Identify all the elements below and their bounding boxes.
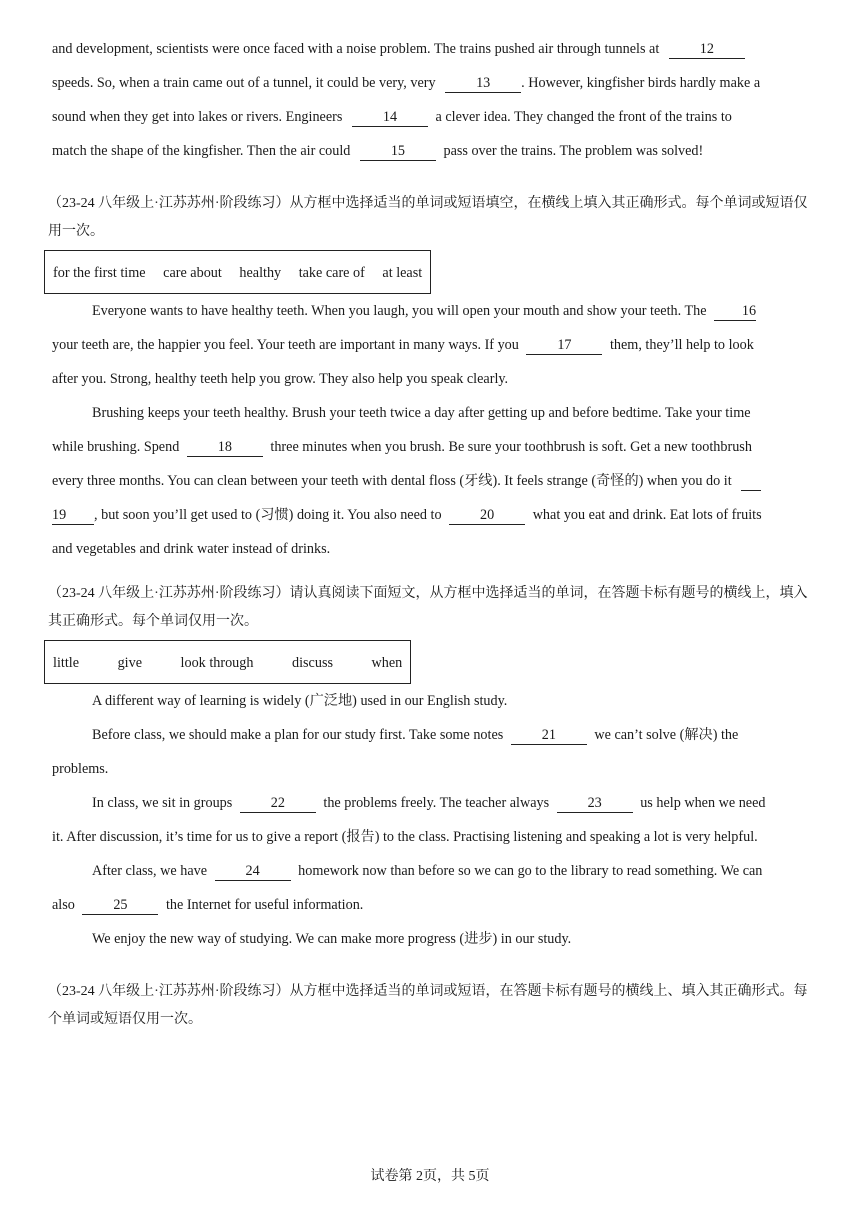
- word-option: for the first time: [53, 265, 146, 281]
- text-line: match the shape of the kingfisher. Then the air could 15 pass over the trains. The problem was solved!: [52, 143, 704, 160]
- word-box: [44, 640, 411, 684]
- text-line: Everyone wants to have healthy teeth. When you laugh, you will open your mouth and show your teeth. The 16: [92, 303, 757, 320]
- answer-blank-18[interactable]: 18: [187, 438, 263, 457]
- text-line: Before class, we should make a plan for our study first. Take some notes 21 we can’t solve (解决) the: [92, 727, 739, 744]
- word-option: little: [53, 655, 80, 671]
- answer-blank-13[interactable]: 13: [445, 74, 521, 93]
- answer-blank-20[interactable]: 20: [449, 506, 525, 525]
- text-line: In class, we sit in groups 22 the problems freely. The teacher always 23 us help when we need: [92, 795, 766, 812]
- text-line: A different way of learning is widely (广泛地) used in our English study.: [92, 693, 508, 709]
- word-box: [44, 250, 431, 294]
- text-line: after you. Strong, healthy teeth help you grow. They also help you speak clearly.: [52, 371, 509, 387]
- word-option: look through: [180, 655, 254, 671]
- text-line: it. After discussion, it’s time for us to give a report (报告) to the class. Practising listening and speaking a lot is very helpful.: [52, 829, 758, 845]
- text-line: We enjoy the new way of studying. We can make more progress (进步) in our study.: [92, 931, 572, 947]
- word-option: at least: [382, 265, 423, 281]
- text-line: and development, scientists were once faced with a noise problem. The trains pushed air through tunnels at 12: [52, 32, 810, 66]
- text-line: 19 , but soon you’ll get used to (习惯) doing it. You also need to 20 what you eat and drink. Eat lots of fruits: [52, 507, 762, 524]
- text-line: sound when they get into lakes or rivers. Engineers 14 a clever idea. They changed the front of the trains to: [52, 109, 732, 126]
- text-line: After class, we have 24 homework now than before so we can go to the library to read something. We can: [92, 863, 763, 880]
- text-line: every three months. You can clean between your teeth with dental floss (牙线). It feels strange (奇怪的) when you do it: [52, 464, 810, 498]
- page-footer: 试卷第 2页，共 5页: [370, 1169, 490, 1184]
- answer-blank-12[interactable]: 12: [669, 40, 745, 59]
- answer-blank-19[interactable]: 19: [52, 506, 94, 525]
- word-option: healthy: [239, 265, 282, 281]
- answer-blank-17[interactable]: 17: [526, 336, 602, 355]
- answer-blank-19-start[interactable]: [741, 472, 761, 491]
- word-option: when: [371, 655, 403, 671]
- answer-blank-21[interactable]: 21: [511, 726, 587, 745]
- text-line: your teeth are, the happier you feel. Your teeth are important in many ways. If you 17 them, they’ll help to look: [52, 337, 754, 354]
- text-line: also 25 the Internet for useful information.: [52, 897, 364, 914]
- word-option: take care of: [298, 265, 365, 281]
- answer-blank-22[interactable]: 22: [240, 794, 316, 813]
- section-heading: （23-24 八年级上·江苏苏州·阶段练习）请认真阅读下面短文，从方框中选择适当的单词，在答题卡标有题号的横线上，填入其正确形式。每个单词仅用一次。: [48, 586, 808, 629]
- text-line: problems.: [52, 761, 109, 777]
- answer-blank-25[interactable]: 25: [82, 896, 158, 915]
- answer-blank-23[interactable]: 23: [557, 794, 633, 813]
- exam-page: [48, 41, 810, 1034]
- text-line: Brushing keeps your teeth healthy. Brush your teeth twice a day after getting up and before bedtime. Take your time: [92, 405, 751, 421]
- word-option: discuss: [292, 655, 333, 671]
- text-line: while brushing. Spend 18 three minutes when you brush. Be sure your toothbrush is soft. Get a new toothbrush: [52, 439, 752, 456]
- word-option: care about: [163, 265, 222, 281]
- answer-blank-15[interactable]: 15: [360, 142, 436, 161]
- answer-blank-14[interactable]: 14: [352, 108, 428, 127]
- text-line: and vegetables and drink water instead of drinks.: [52, 541, 331, 557]
- answer-blank-24[interactable]: 24: [215, 862, 291, 881]
- answer-blank-16[interactable]: 16: [714, 302, 756, 321]
- text-line: speeds. So, when a train came out of a tunnel, it could be very, very 13 . However, kingfisher birds hardly make a: [52, 75, 761, 92]
- section-heading: （23-24 八年级上·江苏苏州·阶段练习）从方框中选择适当的单词或短语填空，在横线上填入其正确形式。每个单词或短语仅用一次。: [48, 196, 808, 239]
- section-heading: （23-24 八年级上·江苏苏州·阶段练习）从方框中选择适当的单词或短语，在答题卡标有题号的横线上、填入其正确形式。每个单词或短语仅用一次。: [48, 984, 808, 1027]
- word-option: give: [117, 655, 142, 671]
